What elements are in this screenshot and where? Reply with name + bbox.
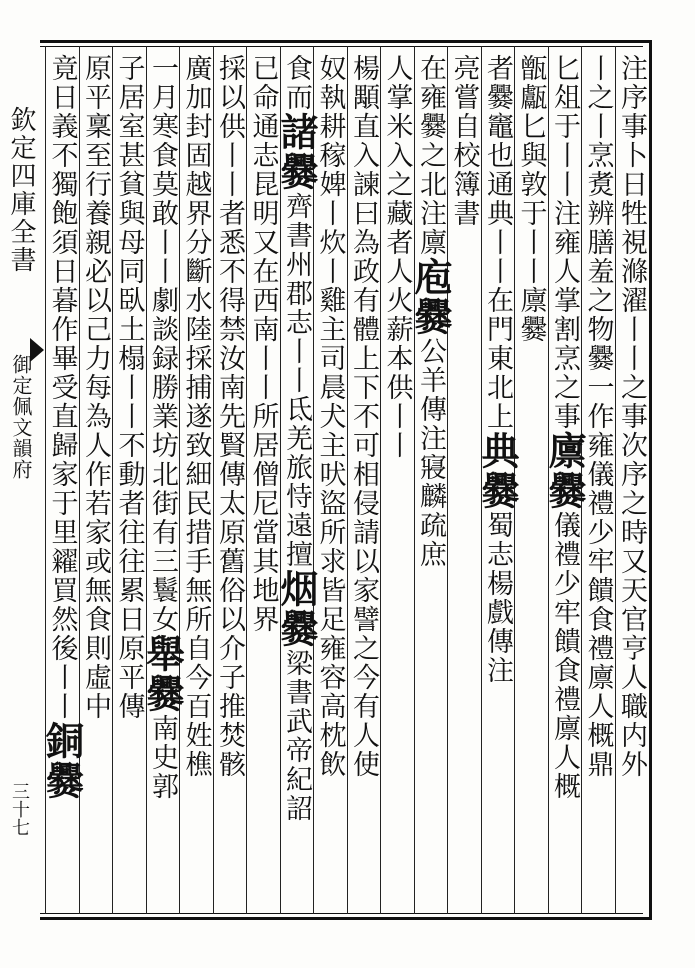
text-run: 匕俎于丨丨注雍人掌割烹之事 bbox=[549, 54, 580, 431]
text-run: 採以供丨丨者悉不得禁汝南先賢傳太原舊俗以介子推焚骸 bbox=[214, 54, 245, 779]
text-run: 亮嘗自校簿書 bbox=[448, 54, 480, 228]
text-column bbox=[448, 54, 480, 912]
text-column bbox=[475, 54, 520, 912]
headword: 廪爨 bbox=[542, 431, 587, 511]
headword: 庖爨 bbox=[408, 257, 453, 337]
text-run: 食而 bbox=[281, 54, 312, 112]
text-run: 竟日義不獨飽須日暮作畢受直歸家于里糴買然後丨丨 bbox=[46, 54, 78, 721]
text-run: 命通志昆明又在西南丨丨所居 bbox=[247, 83, 279, 460]
text-run: 蜀志楊戲傳注 bbox=[482, 511, 513, 685]
text-run: 楊顒直入諫曰為政有體上下不可相侵請以家譬之今有人使 bbox=[348, 54, 379, 779]
text-run: 南史郭 bbox=[147, 714, 178, 801]
text-run: 儀禮少牢饋食禮廪人概 bbox=[549, 511, 580, 801]
text-run: 人火薪本供丨丨 bbox=[381, 257, 413, 460]
text-run: 已 bbox=[247, 54, 279, 83]
text-run: 公羊傳注寢麟疏庶 bbox=[415, 337, 446, 569]
text-column bbox=[247, 54, 279, 912]
text-run: 丨之丨烹煑辨膳羞之物爨一作雍儀禮少牢饋食禮廪人概鼎 bbox=[582, 54, 614, 779]
text-column bbox=[214, 54, 246, 912]
text-run: 者爨竈也通典丨丨在門東北上 bbox=[482, 54, 513, 431]
headword: 諸爨 bbox=[274, 112, 319, 192]
text-run: 在雍爨之北注廪 bbox=[415, 54, 446, 257]
text-run: 梁書武帝紀詔 bbox=[281, 649, 312, 823]
text-column bbox=[180, 54, 212, 912]
text-run: 齊書州郡志丨丨氐羌旅恃遠擅 bbox=[281, 192, 312, 569]
book-title: 欽定四庫全書 bbox=[6, 106, 36, 274]
text-column bbox=[140, 54, 185, 912]
headword: 典爨 bbox=[475, 431, 520, 511]
text-run: 廣加封固越界分斷水陸採捕遂致細民措手無所自今百姓樵 bbox=[180, 54, 212, 779]
text-run: 注序事卜日牲視滌濯丨丨之事次序之時又天官亨人職内外 bbox=[616, 54, 647, 779]
text-run: 一月寒食莫敢丨丨劇談録勝業坊北街有三鬟女 bbox=[147, 54, 178, 634]
text-run: 甑甗匕與敦于丨丨廪爨 bbox=[515, 54, 547, 344]
headword: 舉爨 bbox=[140, 634, 185, 714]
text-run: 子居室甚貧與母同臥土榻丨丨不動者往往累日 bbox=[113, 54, 145, 634]
text-column bbox=[348, 54, 380, 912]
margin-strip bbox=[0, 46, 40, 914]
text-column bbox=[113, 54, 145, 912]
text-column bbox=[542, 54, 587, 912]
section-title: 御定佩文韻府 bbox=[9, 354, 33, 480]
text-column bbox=[381, 54, 413, 912]
text-run: 僧尼當其地界 bbox=[247, 460, 279, 634]
headword: 烟爨 bbox=[274, 569, 319, 649]
text-run: 人掌米入之藏者 bbox=[381, 54, 413, 257]
text-column bbox=[39, 54, 85, 912]
page-number: 三十七 bbox=[9, 782, 30, 836]
text-column bbox=[408, 54, 453, 912]
text-column bbox=[616, 54, 648, 912]
text-run: 奴執耕稼婢丨炊丨雞主司晨犬主吠盜所求皆足雍容高枕飲 bbox=[314, 54, 346, 779]
text-run: 原平傳 bbox=[113, 634, 145, 721]
text-run: 原平稟至行養親必以己力每為人作若家或無食則虛中 bbox=[80, 54, 111, 721]
text-column bbox=[274, 54, 319, 912]
headword: 銅爨 bbox=[39, 721, 85, 801]
